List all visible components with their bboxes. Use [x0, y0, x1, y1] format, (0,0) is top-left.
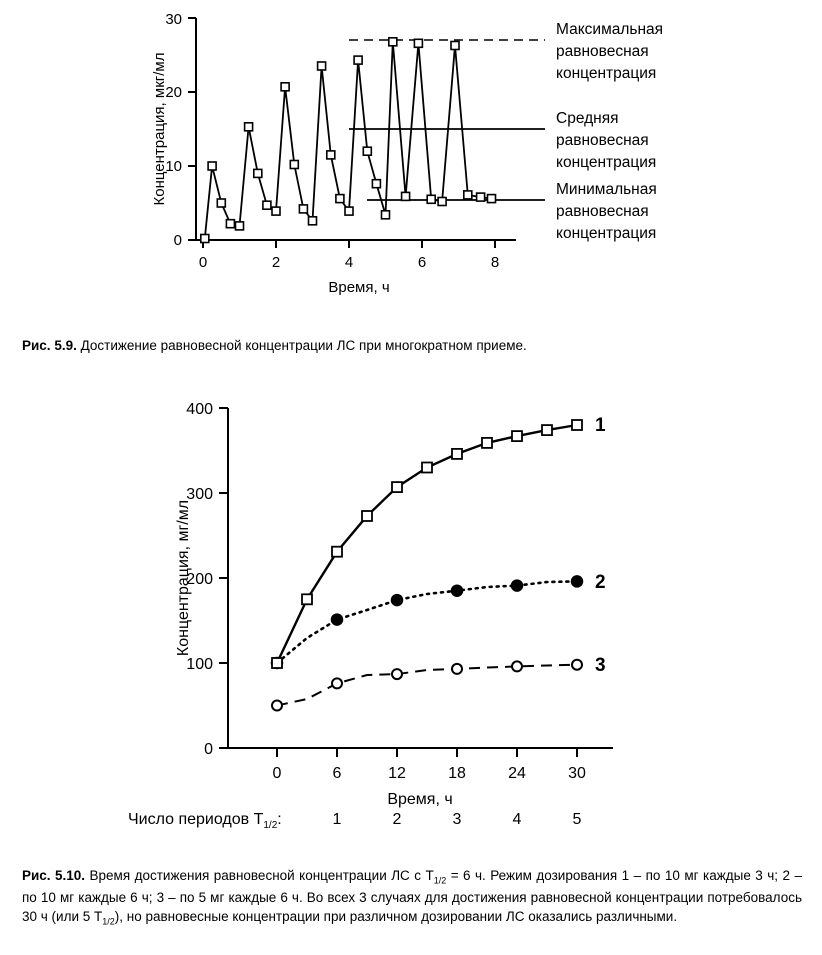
fig1-xtick-6: 6 [417, 254, 427, 271]
fig2-xtick-0: 0 [272, 765, 282, 782]
fig2-xtick-24: 24 [508, 765, 526, 782]
fig1-xtick-8: 8 [490, 254, 500, 271]
figure-5-9-svg [0, 0, 822, 320]
fig2-series-labels [595, 415, 606, 676]
fig2-period-2: 2 [392, 811, 402, 828]
fig2-xtick-6: 6 [332, 765, 342, 782]
fig2-series-3-line [277, 665, 577, 706]
fig1-annot-min-line2: равновесная [556, 203, 649, 220]
fig2-period-5: 5 [572, 811, 582, 828]
fig2-xlabel: Время, ч [387, 791, 453, 808]
fig2-xtick-30: 30 [568, 765, 586, 782]
fig1-ytick-20: 20 [165, 84, 182, 101]
caption-5-10-sub-1: 1/2 [433, 875, 447, 886]
fig2-series-2-label: 2 [595, 572, 606, 593]
fig2-xtick-12: 12 [388, 765, 406, 782]
caption-5-10-text-3: ), но равновесные концентрации при различном дозировании ЛС оказались различными. [114, 909, 678, 925]
figure-5-10-svg [0, 380, 822, 830]
caption-5-10-text-1: Время достижения равновесной концентрации ЛС с Т [85, 868, 434, 883]
fig2-series-2-markers [272, 576, 583, 669]
fig1-annot-mean-line3: концентрация [556, 154, 657, 171]
fig2-series-2-line [277, 581, 577, 663]
fig2-x-ticklabels [273, 765, 586, 782]
caption-figure-5-9 [22, 336, 802, 356]
fig1-ytick-10: 10 [165, 158, 182, 175]
caption-5-10-text-2: = 6 ч. Режим дозирования 1 – по 10 мг каждые 3 ч; 2 – по 10 мг каждые 6 ч; 3 – по 5 мг каждые 6 ч. Во всех 3 случаях для достижения равновесной концентрации потребовалось 30 ч (или 5 Т [22, 868, 802, 925]
fig1-annot-max-line2: равновесная [556, 43, 649, 60]
fig1-annotation-max [556, 21, 663, 82]
fig2-ytick-100: 100 [186, 656, 213, 673]
fig1-annot-min-line3: концентрация [556, 225, 657, 242]
fig2-ytick-300: 300 [186, 486, 213, 503]
fig1-series-markers [201, 38, 496, 243]
fig1-annot-mean-line1: Средняя [556, 110, 619, 127]
caption-figure-5-10 [22, 866, 802, 929]
fig1-xtick-0: 0 [198, 254, 208, 271]
figure-5-9 [0, 0, 822, 320]
fig2-series-3-markers [272, 660, 582, 711]
fig2-periods-row [128, 811, 582, 830]
caption-5-9-label: Рис. 5.9. [22, 338, 77, 353]
fig1-x-ticklabels [199, 254, 499, 271]
caption-5-9-text: Достижение равновесной концентрации ЛС при многократном приеме. [76, 338, 527, 353]
fig2-ytick-400: 400 [186, 401, 213, 418]
fig2-series-1-label: 1 [595, 415, 606, 436]
fig1-annot-max-line3: концентрация [556, 65, 657, 82]
fig2-period-4: 4 [512, 811, 522, 828]
figure-5-10 [0, 380, 822, 830]
fig1-xtick-2: 2 [271, 254, 281, 271]
fig2-xtick-18: 18 [448, 765, 466, 782]
fig2-series-3-label: 3 [595, 655, 606, 676]
fig2-ylabel: Концентрация, мг/мл [175, 499, 192, 657]
fig1-annotation-mean [556, 110, 656, 171]
fig1-xlabel: Время, ч [328, 279, 390, 296]
fig1-ytick-0: 0 [173, 232, 182, 249]
fig1-ylabel: Концентрация, мкг/мл [151, 52, 168, 206]
caption-5-10-sub-2: 1/2 [102, 916, 115, 927]
fig2-period-1: 1 [332, 811, 342, 828]
fig1-reference-lines [349, 40, 545, 200]
fig2-periods-label: Число периодов $Т_{1/2}$: [128, 811, 282, 830]
fig1-annot-max-line1: Максимальная [556, 21, 664, 38]
fig2-series-1-markers [272, 420, 582, 668]
fig2-period-3: 3 [452, 811, 462, 828]
fig1-annot-mean-line2: равновесная [556, 132, 649, 149]
fig1-xtick-4: 4 [344, 254, 354, 271]
fig1-annotation-min [556, 181, 657, 242]
fig1-ytick-30: 30 [165, 11, 182, 28]
caption-5-10-label: Рис. 5.10. [22, 868, 86, 883]
fig2-ytick-200: 200 [186, 571, 213, 588]
fig1-annot-min-line1: Минимальная [556, 181, 657, 198]
fig2-ytick-0: 0 [204, 741, 213, 758]
